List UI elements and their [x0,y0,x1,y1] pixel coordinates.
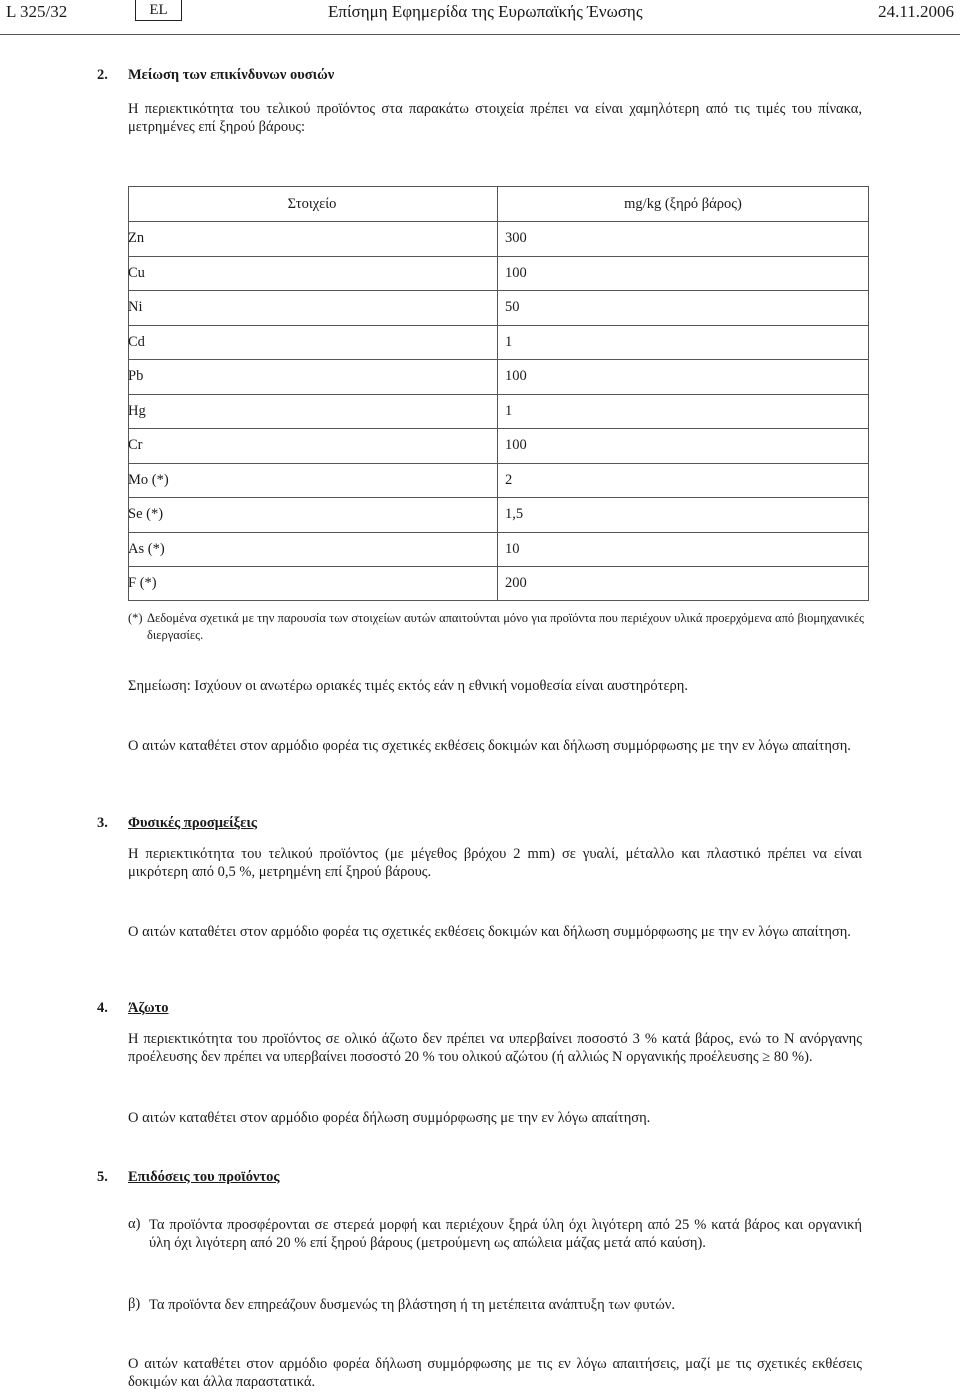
item-a-label: α) [128,1216,141,1232]
table-row-rule [128,256,869,257]
table-cell-value: 300 [505,230,527,246]
section-4-number: 4. [97,1000,108,1016]
table-cell-element: Pb [128,368,144,384]
table-cell-value: 200 [505,575,527,591]
table-row-rule [128,325,869,326]
table-cell-element: Hg [128,402,146,419]
table-cell-element: F (*) [128,575,157,591]
section-5-title: Επιδόσεις του προϊόντος [128,1169,280,1185]
table-bottom-rule [128,600,869,601]
section-2-note: Σημείωση: Ισχύουν οι ανωτέρω οριακές τιμές εκτός εάν η εθνική νομοθεσία είναι αυστηρότερη. [128,678,688,694]
table-cell-value: 100 [505,264,527,281]
table-cell-value: 100 [505,368,527,384]
table-row-rule [128,463,869,464]
item-a-text: Τα προϊόντα προσφέρονται σε στερεά μορφή και περιέχουν ξηρά ύλη όχι λιγότερη από 25 % κατά βάρος και οργανική ύλη όχι λιγότερη από 20 % επί ξηρού βάρους (μετρούμενη ως απώλεια μάζας μετά από καύση). [149,1217,862,1251]
table-row-rule [128,359,869,360]
item-b-text: Τα προϊόντα δεν επηρεάζουν δυσμενώς τη βλάστηση ή τη μετέπειτα ανάπτυξη των φυτών. [149,1297,675,1313]
section-2-intro: Η περιεκτικότητα του τελικού προϊόντος στα παρακάτω στοιχεία πρέπει να είναι χαμηλότερη από τις τιμές του πίνακα, μετρημένες επί ξηρού βάρους: [128,101,862,135]
section-5-assessment: Ο αιτών καταθέτει στον αρμόδιο φορέα δήλωση συμμόρφωσης με τις εν λόγω απαιτήσεις, μαζί με τις σχετικές εκθέσεις δοκιμών και άλλα παραστατικά. [128,1356,862,1390]
table-cell-element: Cu [128,264,145,281]
section-5-number: 5. [97,1169,108,1185]
table-cell-value: 1 [505,402,513,419]
table-header-rule [128,221,869,222]
section-3-title: Φυσικές προσμείξεις [128,815,257,831]
table-cell-element: As (*) [128,540,165,557]
table-row-rule [128,290,869,291]
table-row-rule [128,497,869,498]
section-3-number: 3. [97,815,108,831]
table-top-rule [128,186,869,187]
section-4-text: Η περιεκτικότητα του προϊόντος σε ολικό άζωτο δεν πρέπει να υπερβαίνει ποσοστό 3 % κατά βάρος, ενώ το N ανόργανης προέλευσης δεν πρέπει να υπερβαίνει ποσοστό 20 % του ολικού αζώτου (ή αλλιώς N οργανικής προέλευσης ≥ 80 %). [128,1031,862,1065]
table-cell-element: Se (*) [128,506,164,522]
table-cell-element: Cr [128,437,143,453]
table-row-rule [128,566,869,567]
section-3-text: Η περιεκτικότητα του τελικού προϊόντος (με μέγεθος βρόχου 2 mm) σε γυαλί, μέταλλο και πλαστικό πρέπει να είναι μικρότερη από 0,5 %, μετρημένη επί ξηρού βάρους. [128,846,862,880]
table-cell-value: 100 [505,437,527,453]
table-cell-value: 1,5 [505,506,524,522]
publication-date: 24.11.2006 [878,2,954,21]
section-4-assessment: Ο αιτών καταθέτει στον αρμόδιο φορέα δήλωση συμμόρφωσης με την εν λόγω απαίτηση. [128,1110,651,1126]
table-cell-element: Ni [128,299,143,315]
table-cell-element: Zn [128,230,145,246]
table-cell-value: 2 [505,471,513,488]
journal-title: Επίσημη Εφημερίδα της Ευρωπαϊκής Ένωσης [328,2,643,21]
footnote-mark: (*) [128,611,143,625]
header-divider [0,34,960,35]
section-3-assessment: Ο αιτών καταθέτει στον αρμόδιο φορέα τις σχετικές εκθέσεις δοκιμών και δήλωση συμμόρφωσης με την εν λόγω απαίτηση. [128,924,851,940]
section-2-assessment: Ο αιτών καταθέτει στον αρμόδιο φορέα τις σχετικές εκθέσεις δοκιμών και δήλωση συμμόρφωσης με την εν λόγω απαίτηση. [128,738,851,754]
item-b-label: β) [128,1296,141,1312]
table-row-rule [128,532,869,533]
table-cell-value: 50 [505,299,520,315]
language-badge: EL [135,0,182,21]
table-header-element: Στοιχείο [287,196,337,212]
page-reference: L 325/32 [6,2,68,21]
table-cell-value: 10 [505,540,520,557]
table-header-value: mg/kg (ξηρό βάρος) [624,196,742,212]
table-cell-value: 1 [505,333,513,350]
section-2-title: Μείωση των επικίνδυνων ουσιών [128,67,335,83]
table-cell-element: Cd [128,333,145,350]
table-cell-element: Mo (*) [128,471,169,488]
table-footnote: Δεδομένα σχετικά με την παρουσία των στοιχείων αυτών απαιτούνται μόνο για προϊόντα που περιέχουν υλικά προερχόμενα από βιομηχανικές διεργασίες. [147,611,864,642]
section-2-number: 2. [97,67,108,83]
section-4-title: Άζωτο [128,1000,169,1016]
table-row-rule [128,394,869,395]
table-row-rule [128,428,869,429]
